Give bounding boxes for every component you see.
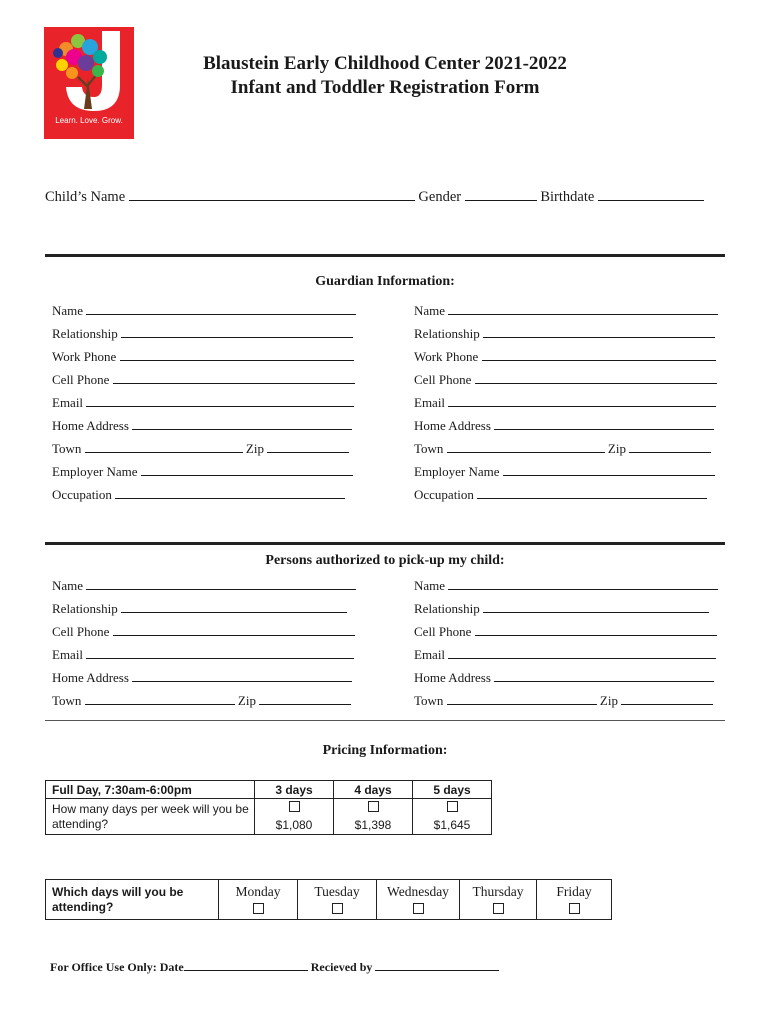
pickup-2-zip-field[interactable] <box>621 692 713 705</box>
office-date-field[interactable] <box>184 958 308 971</box>
guardian-1-employer-field[interactable] <box>141 463 353 476</box>
guardian-2-zip-field[interactable] <box>629 440 711 453</box>
divider <box>45 542 725 545</box>
day-friday-label: Friday <box>556 884 592 899</box>
option-3-days-checkbox[interactable] <box>289 801 300 812</box>
pickup-2-town-label: Town <box>414 693 444 708</box>
guardian-2-employer-label: Employer Name <box>414 464 500 479</box>
pickup-1-home-address-label: Home Address <box>52 670 129 685</box>
pickup-1-name-label: Name <box>52 578 84 593</box>
guardian-2-employer-field[interactable] <box>503 463 715 476</box>
guardian-2-zip-label: Zip <box>607 441 626 456</box>
divider <box>45 720 725 721</box>
guardian-1-occupation-field[interactable] <box>115 486 345 499</box>
pickup-1-zip-label: Zip <box>237 693 256 708</box>
day-wednesday-label: Wednesday <box>387 884 449 899</box>
pickup-2-cell-phone-field[interactable] <box>475 623 717 636</box>
pickup-2-zip-label: Zip <box>599 693 618 708</box>
pickup-2-email-field[interactable] <box>448 646 716 659</box>
guardian-1-name-field[interactable] <box>86 302 356 315</box>
day-thursday-checkbox[interactable] <box>493 903 504 914</box>
guardian-2-cell-phone-label: Cell Phone <box>414 372 472 387</box>
guardian-2-name-field[interactable] <box>448 302 718 315</box>
guardian-1-home-address-field[interactable] <box>132 417 352 430</box>
days-question: How many days per week will you be attending? <box>46 799 255 835</box>
day-wednesday-checkbox[interactable] <box>413 903 424 914</box>
guardian-1-zip-label: Zip <box>245 441 264 456</box>
form-title-line2: Infant and Toddler Registration Form <box>230 77 540 98</box>
guardian-1-relationship-label: Relationship <box>52 326 118 341</box>
pickup-2-cell-phone-label: Cell Phone <box>414 624 472 639</box>
guardian-1-work-phone-field[interactable] <box>120 348 354 361</box>
guardian-1-employer-label: Employer Name <box>52 464 138 479</box>
guardian-1-relationship-field[interactable] <box>121 325 353 338</box>
pickup-2-relationship-field[interactable] <box>483 600 709 613</box>
option-3-days-label: 3 days <box>255 781 334 799</box>
pickup-2-home-address-field[interactable] <box>494 669 714 682</box>
office-received-label: Recieved by <box>310 960 373 974</box>
logo-org-name: Blaustein Early Childhood Center <box>44 128 118 134</box>
day-thursday-label: Thursday <box>472 884 524 899</box>
logo-j-heart-tree-icon <box>44 27 134 117</box>
pickup-1-column <box>52 577 358 715</box>
guardian-1-town-label: Town <box>52 441 82 456</box>
child-name-field[interactable] <box>129 188 415 201</box>
pricing-heading: Pricing Information: <box>322 743 448 758</box>
guardian-2-town-field[interactable] <box>447 440 605 453</box>
logo-underline <box>44 137 134 138</box>
child-info-row <box>45 188 704 206</box>
birthdate-label: Birthdate <box>540 189 595 205</box>
guardian-2-cell-phone-field[interactable] <box>475 371 717 384</box>
guardian-1-cell-phone-field[interactable] <box>113 371 355 384</box>
day-tuesday-checkbox[interactable] <box>332 903 343 914</box>
guardian-1-column <box>52 302 358 509</box>
pickup-1-zip-field[interactable] <box>259 692 351 705</box>
gender-field[interactable] <box>465 188 537 201</box>
option-3-days-price: $1,080 <box>275 817 313 832</box>
office-received-field[interactable] <box>375 958 499 971</box>
guardian-1-email-field[interactable] <box>86 394 354 407</box>
gender-label: Gender <box>418 189 462 205</box>
day-tuesday-label: Tuesday <box>314 884 360 899</box>
option-5-days-label: 5 days <box>413 781 492 799</box>
pickup-2-relationship-label: Relationship <box>414 601 480 616</box>
pickup-1-name-field[interactable] <box>86 577 356 590</box>
guardian-2-column <box>414 302 720 509</box>
guardian-2-relationship-label: Relationship <box>414 326 480 341</box>
pickup-1-cell-phone-label: Cell Phone <box>52 624 110 639</box>
option-5-days-price: $1,645 <box>433 817 471 832</box>
logo <box>44 27 134 139</box>
day-friday-checkbox[interactable] <box>569 903 580 914</box>
pickup-1-relationship-field[interactable] <box>121 600 347 613</box>
guardian-1-occupation-label: Occupation <box>52 487 112 502</box>
office-date-label: For Office Use Only: Date <box>50 960 184 974</box>
birthdate-field[interactable] <box>598 188 704 201</box>
guardian-2-work-phone-label: Work Phone <box>414 349 479 364</box>
option-5-days-checkbox[interactable] <box>447 801 458 812</box>
pricing-table <box>45 780 492 835</box>
guardian-heading: Guardian Information: <box>315 274 455 289</box>
pickup-2-home-address-label: Home Address <box>414 670 491 685</box>
pickup-2-name-label: Name <box>414 578 446 593</box>
day-monday-label: Monday <box>235 884 281 899</box>
guardian-2-occupation-field[interactable] <box>477 486 707 499</box>
guardian-2-relationship-field[interactable] <box>483 325 715 338</box>
office-use-row <box>50 958 499 975</box>
guardian-2-home-address-field[interactable] <box>494 417 714 430</box>
pickup-heading: Persons authorized to pick-up my child: <box>265 553 505 568</box>
guardian-1-email-label: Email <box>52 395 84 410</box>
pickup-1-home-address-field[interactable] <box>132 669 352 682</box>
option-4-days-label: 4 days <box>334 781 413 799</box>
pickup-2-column <box>414 577 720 715</box>
guardian-1-home-address-label: Home Address <box>52 418 129 433</box>
pickup-1-email-field[interactable] <box>86 646 354 659</box>
guardian-2-town-label: Town <box>414 441 444 456</box>
option-4-days-checkbox[interactable] <box>368 801 379 812</box>
pickup-1-email-label: Email <box>52 647 84 662</box>
guardian-2-occupation-label: Occupation <box>414 487 474 502</box>
pickup-1-relationship-label: Relationship <box>52 601 118 616</box>
guardian-1-work-phone-label: Work Phone <box>52 349 117 364</box>
pickup-1-cell-phone-field[interactable] <box>113 623 355 636</box>
guardian-2-email-field[interactable] <box>448 394 716 407</box>
guardian-1-zip-field[interactable] <box>267 440 349 453</box>
guardian-1-name-label: Name <box>52 303 84 318</box>
day-monday-checkbox[interactable] <box>253 903 264 914</box>
form-title-line1: Blaustein Early Childhood Center 2021-2022 <box>203 53 567 74</box>
guardian-2-email-label: Email <box>414 395 446 410</box>
option-4-days-price: $1,398 <box>354 817 392 832</box>
weekdays-question: Which days will you be attending? <box>46 880 219 920</box>
guardian-1-cell-phone-label: Cell Phone <box>52 372 110 387</box>
guardian-2-home-address-label: Home Address <box>414 418 491 433</box>
guardian-2-work-phone-field[interactable] <box>482 348 716 361</box>
divider <box>45 254 725 257</box>
pickup-1-town-field[interactable] <box>85 692 235 705</box>
guardian-1-town-field[interactable] <box>85 440 243 453</box>
plan-label: Full Day, 7:30am-6:00pm <box>46 781 255 799</box>
guardian-2-name-label: Name <box>414 303 446 318</box>
pickup-1-town-label: Town <box>52 693 82 708</box>
child-name-label: Child’s Name <box>45 189 126 205</box>
pickup-2-name-field[interactable] <box>448 577 718 590</box>
days-table <box>45 879 612 920</box>
logo-tagline: Learn. Love. Grow. <box>55 116 123 125</box>
pickup-2-email-label: Email <box>414 647 446 662</box>
pickup-2-town-field[interactable] <box>447 692 597 705</box>
